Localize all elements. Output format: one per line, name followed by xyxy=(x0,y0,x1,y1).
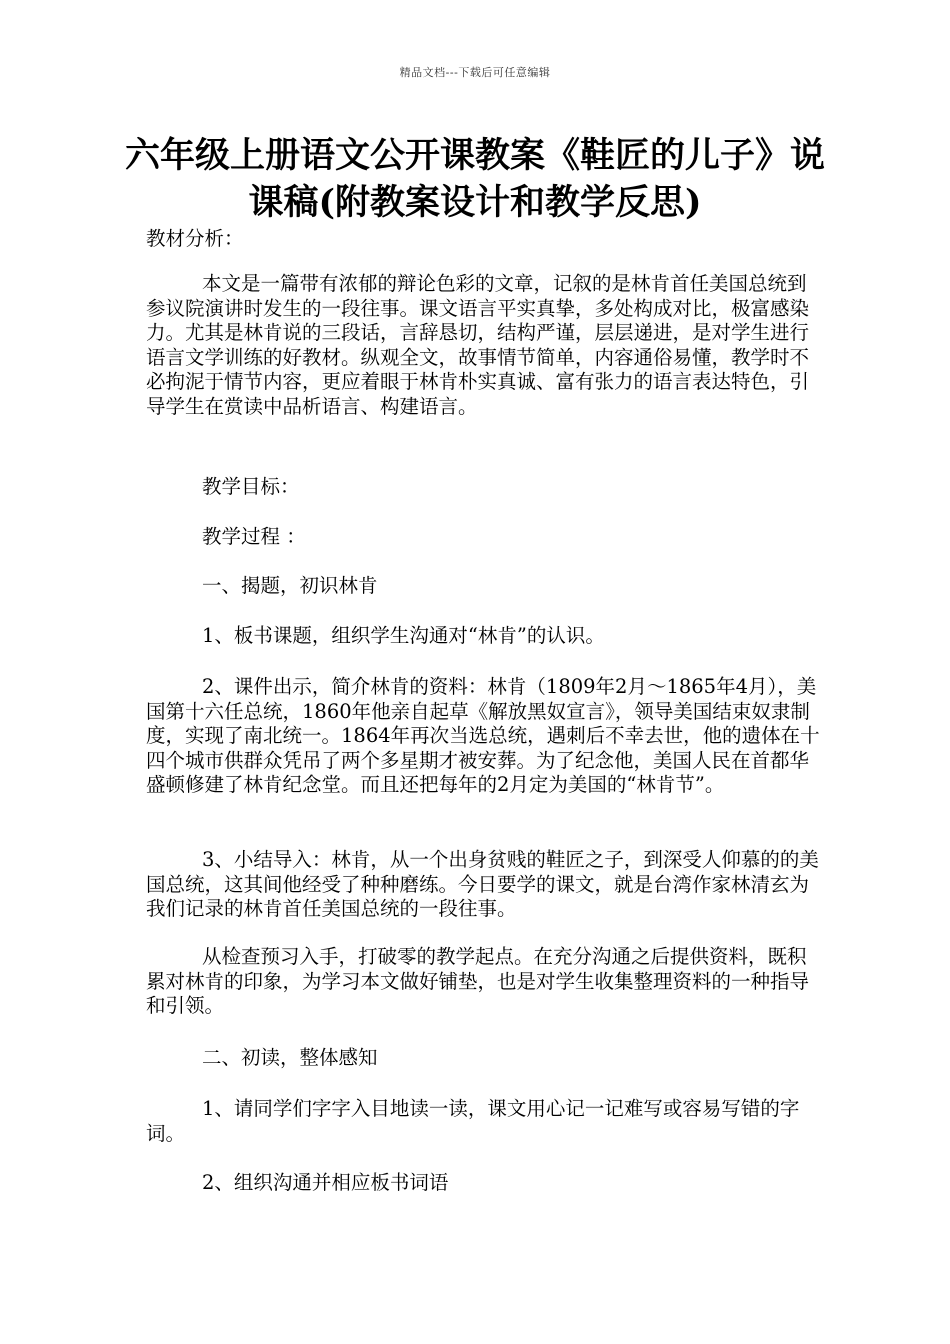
step1-item-3: 3、小结导入：林肯，从一个出身贫贱的鞋匠之子，到深受人仰慕的的美国总统，这其间他经受了种种磨练。今日要学的课文，就是台湾作家林清玄为我们记录的林肯首任美国总统的一段往事。 xyxy=(146,848,819,920)
document-title: 六年级上册语文公开课教案《鞋匠的儿子》说课稿(附教案设计和教学反思) xyxy=(124,135,825,223)
step1-item-2: 2、课件出示，简介林肯的资料：林肯（1809年2月～1865年4月），美国第十六任总统，1860年他亲自起草《解放黑奴宣言》，领导美国结束奴隶制度，实现了南北统一。1864年再次当选总统，遇刺后不幸去世，他的遗体在十四个城市供群众凭吊了两个多星期才被安葬。为了纪念他，美国人民在首都华盛顿修建了林肯纪念堂。而且还把每年的2月定为美国的“林肯节”。 xyxy=(146,675,820,796)
paragraph-material-analysis: 本文是一篇带有浓郁的辩论色彩的文章，记叙的是林肯首任美国总统到参议院演讲时发生的一段往事。课文语言平实真挚，多处构成对比，极富感染力。尤其是林肯说的三段话，言辞恳切，结构严谨，层层递进，是对学生进行语言文学训练的好教材。纵观全文，故事情节简单，内容通俗易懂，教学时不必拘泥于情节内容，更应着眼于林肯朴实真诚、富有张力的语言表达特色，引导学生在赏读中品析语言、构建语言。 xyxy=(146,272,810,418)
step2-item-2: 2、组织沟通并相应板书词语 xyxy=(202,1171,449,1194)
section-heading-goals: 教学目标： xyxy=(202,475,300,498)
step-heading-2: 二、初读，整体感知 xyxy=(202,1046,378,1069)
step1-note: 从检查预习入手，打破零的教学起点。在充分沟通之后提供资料，既积累对林肯的印象，为学习本文做好铺垫，也是对学生收集整理资料的一种指导和引领。 xyxy=(146,945,810,1017)
step1-item-1: 1、板书课题，组织学生沟通对“林肯”的认识。 xyxy=(202,624,605,647)
section-heading-process: 教学过程 ： xyxy=(202,525,306,548)
section-heading-material: 教材分析： xyxy=(146,227,244,250)
step-heading-1: 一、揭题，初识林肯 xyxy=(202,574,378,597)
page-header: 精品文档---下载后可任意编辑 xyxy=(399,66,551,79)
step2-item-1: 1、请同学们字字入目地读一读，课文用心记一记难写或容易写错的字词。 xyxy=(146,1097,800,1145)
